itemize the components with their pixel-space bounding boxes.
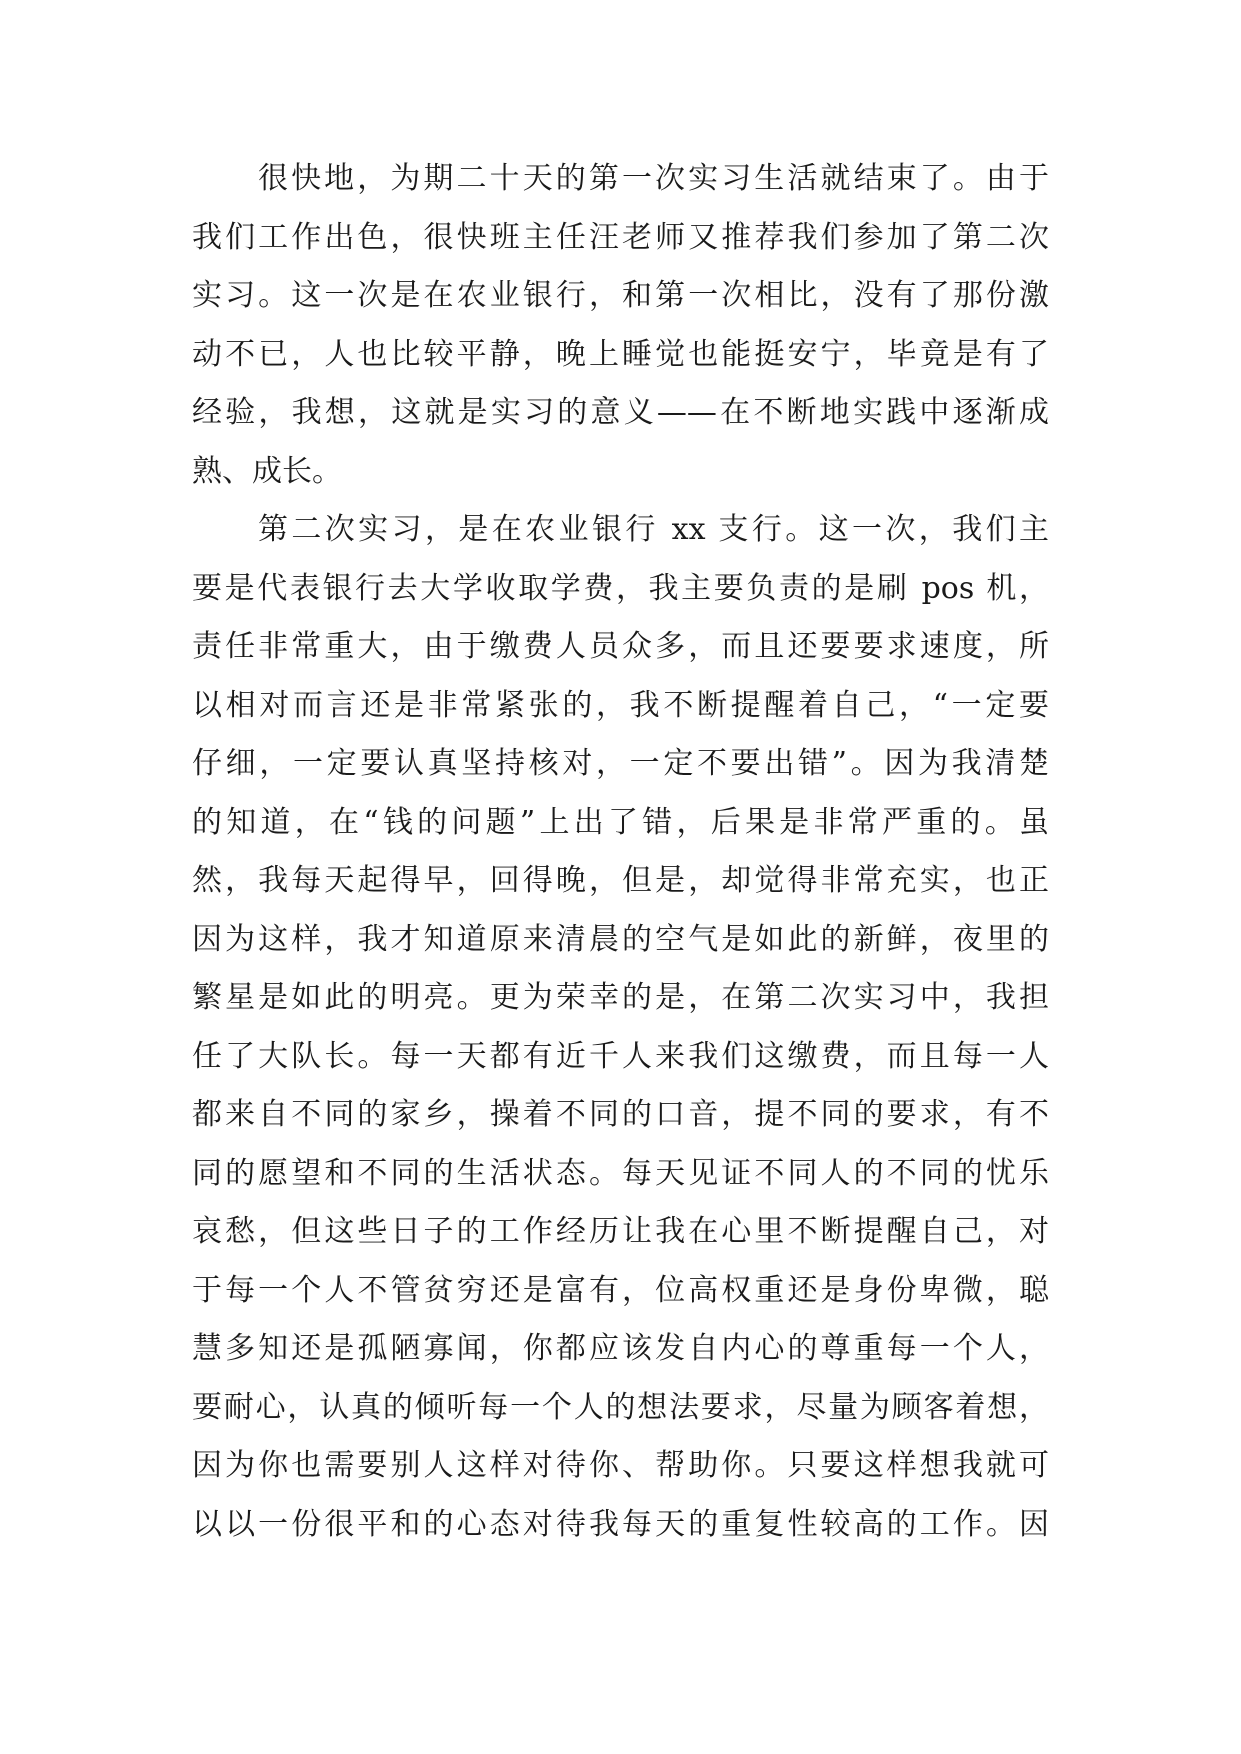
paragraph-2	[192, 501, 1049, 1554]
text-line: 实习。这一次是在农业银行，和第一次相比，没有了那份激	[192, 278, 1049, 313]
text-line: 的知道，在“钱的问题”上出了错，后果是非常严重的。虽	[192, 804, 1049, 840]
text-line: 我们工作出色，很快班主任汪老师又推荐我们参加了第二次	[192, 219, 1049, 255]
text-line: 于每一个人不管贫穷还是富有，位高权重还是身份卑微，聪	[192, 1272, 1049, 1308]
text-line: 经验，我想，这就是实习的意义——在不断地实践中逐渐成	[192, 395, 1049, 430]
text-line: 慧多知还是孤陋寡闻，你都应该发自内心的尊重每一个人，	[192, 1331, 1049, 1366]
text-line: 哀愁，但这些日子的工作经历让我在心里不断提醒自己，对	[192, 1214, 1049, 1249]
text-line: 都来自不同的家乡，操着不同的口音，提不同的要求，有不	[192, 1097, 1049, 1132]
text-line: 以以一份很平和的心态对待我每天的重复性较高的工作。因	[192, 1506, 1049, 1542]
text-line: 因为你也需要别人这样对待你、帮助你。只要这样想我就可	[192, 1448, 1049, 1483]
text-line: 然，我每天起得早，回得晚，但是，却觉得非常充实，也正	[192, 863, 1049, 898]
text-line: 很快地，为期二十天的第一次实习生活就结束了。由于	[258, 161, 1049, 196]
text-line: 动不已，人也比较平静，晚上睡觉也能挺安宁，毕竟是有了	[192, 336, 1049, 372]
paragraph-1	[192, 150, 1049, 501]
text-line: 同的愿望和不同的生活状态。每天见证不同人的不同的忧乐	[192, 1155, 1049, 1191]
text-line: 要是代表银行去大学收取学费，我主要负责的是刷 pos 机，	[192, 570, 1049, 606]
text-line: 以相对而言还是非常紧张的，我不断提醒着自己，“一定要	[192, 687, 1049, 723]
document-body	[192, 150, 1049, 1554]
text-line: 责任非常重大，由于缴费人员众多，而且还要要求速度，所	[192, 629, 1049, 664]
text-line: 熟、成长。	[192, 453, 342, 489]
text-line: 因为这样，我才知道原来清晨的空气是如此的新鲜，夜里的	[192, 921, 1049, 957]
text-line: 繁星是如此的明亮。更为荣幸的是，在第二次实习中，我担	[192, 980, 1049, 1015]
text-line: 要耐心，认真的倾听每一个人的想法要求，尽量为顾客着想，	[192, 1389, 1049, 1425]
text-line: 任了大队长。每一天都有近千人来我们这缴费，而且每一人	[192, 1038, 1049, 1074]
text-line: 第二次实习，是在农业银行 xx 支行。这一次，我们主	[258, 512, 1049, 547]
text-line: 仔细，一定要认真坚持核对，一定不要出错”。因为我清楚	[192, 746, 1049, 781]
